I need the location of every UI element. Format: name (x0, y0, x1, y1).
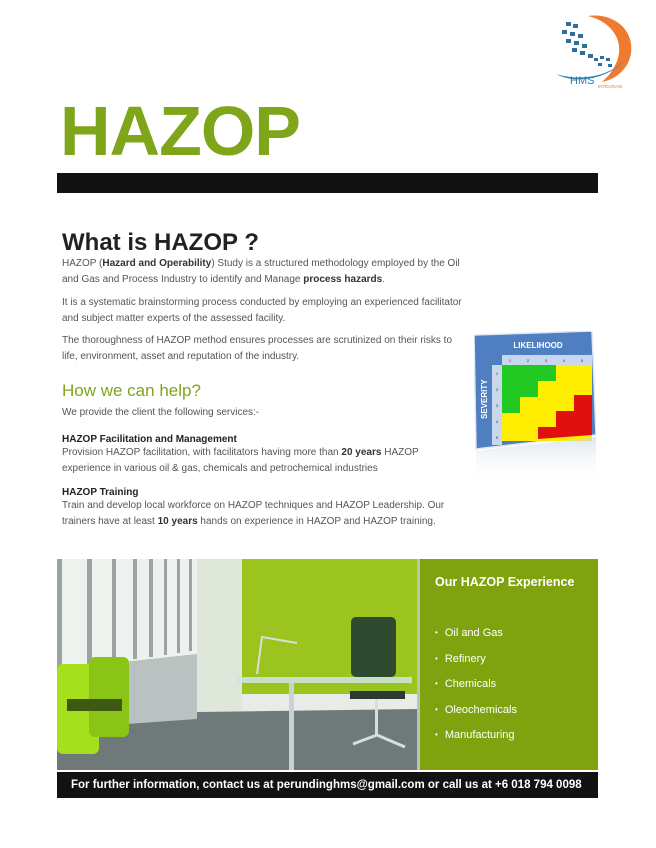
help-heading: How we can help? (62, 381, 201, 400)
svg-text:HMS: HMS (570, 75, 595, 87)
service-desc-facilitation: Provision HAZOP facilitation, with facilitators having more than 20 years HAZOP experience in various oil & gas, chemicals and petrochemical industries (62, 447, 419, 474)
company-logo (548, 8, 640, 90)
svg-text:2: 2 (495, 387, 499, 392)
service-title-training: HAZOP Training (62, 487, 139, 498)
svg-text:5: 5 (495, 435, 499, 440)
svg-text:SEVERITY: SEVERITY (480, 379, 489, 419)
svg-text:5: 5 (580, 358, 584, 363)
experience-item: • Chemicals (435, 672, 517, 698)
svg-text:3: 3 (495, 403, 499, 408)
what-is-heading: What is HAZOP ? (62, 229, 259, 256)
service-title-facilitation: HAZOP Facilitation and Management (62, 434, 237, 445)
svg-text:1: 1 (508, 358, 512, 363)
contact-footer: For further information, contact us at perundinghms@gmail.com or call us at +6 018 794 0098 (57, 772, 598, 798)
svg-text:4: 4 (562, 358, 566, 363)
svg-text:4: 4 (495, 419, 499, 424)
experience-item: • Refinery (435, 647, 517, 673)
risk-matrix-image (474, 331, 596, 461)
what-is-paragraph-3: The thoroughness of HAZOP method ensures processes are scrutinized on their risks to life, environment, asset and reputation of the industry. (62, 335, 453, 362)
experience-item: • Oil and Gas (435, 621, 517, 647)
what-is-paragraph-2: It is a systematic brainstorming process conducted by employing an experienced facilitator and subject matter experts of the assessed facility. (62, 297, 462, 324)
experience-panel (417, 559, 598, 770)
page-title: HAZOP (60, 92, 300, 170)
svg-text:LIKELIHOOD: LIKELIHOOD (513, 341, 563, 350)
title-divider-bar (57, 173, 598, 193)
svg-text:2: 2 (526, 358, 530, 363)
svg-text:INTEGRASI: INTEGRASI (598, 84, 623, 89)
svg-text:1: 1 (495, 371, 499, 376)
experience-list (420, 621, 517, 749)
what-is-paragraph-1: HAZOP (Hazard and Operability) Study is a structured methodology employed by the Oil and Gas and Process Industry to identify and Manage process hazards. (62, 258, 460, 285)
help-intro: We provide the client the following services:- (62, 407, 260, 418)
service-desc-training: Train and develop local workforce on HAZOP techniques and HAZOP Leadership. Our trainers have at least 10 years hands on experience in HAZOP and HAZOP training. (62, 500, 445, 527)
svg-text:3: 3 (544, 358, 548, 363)
office-photo (57, 559, 417, 770)
experience-item: • Oleochemicals (435, 698, 517, 724)
experience-heading: Our HAZOP Experience (435, 575, 575, 589)
experience-item: • Manufacturing (435, 723, 517, 749)
